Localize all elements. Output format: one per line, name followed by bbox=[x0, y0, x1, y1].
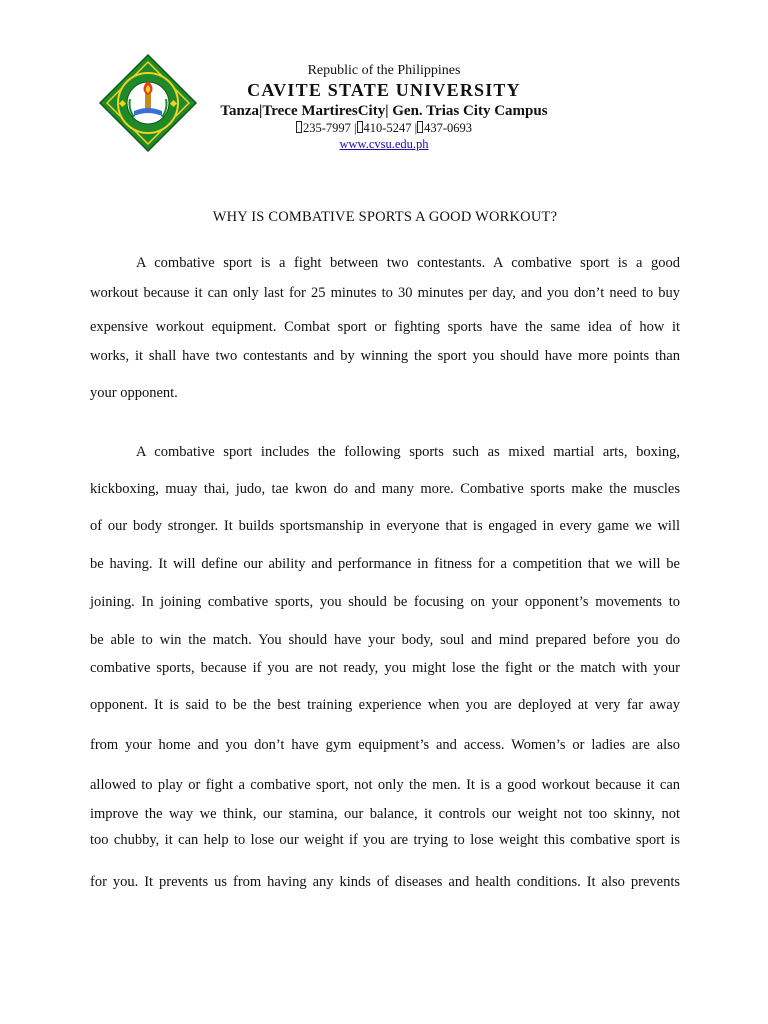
text-line: improve the way we think, our stamina, our balance, it controls our weight not too skinny, not bbox=[90, 806, 680, 822]
text-line: allowed to play or fight a combative sport, not only the men. It is a good workout because it can bbox=[90, 777, 680, 793]
text-line: opponent. It is said to be the best training experience when you are deployed at very far away bbox=[90, 697, 680, 713]
phone-number: 437-0693 bbox=[424, 121, 472, 135]
phone-icon bbox=[296, 121, 302, 133]
text-line: your opponent. bbox=[90, 385, 178, 401]
university-seal-icon bbox=[98, 53, 198, 153]
text-line: A combative sport is a fight between two contestants. A combative sport is a good bbox=[136, 255, 680, 271]
phone-icon bbox=[417, 121, 423, 133]
website-line bbox=[186, 137, 582, 152]
phone-icon bbox=[357, 121, 363, 133]
website-link[interactable]: www.cvsu.edu.ph bbox=[339, 137, 429, 151]
text-line: combative sports, because if you are not ready, you might lose the fight or the match with your bbox=[90, 660, 680, 676]
text-line: from your home and you don’t have gym equipment’s and access. Women’s or ladies are also bbox=[90, 737, 680, 753]
republic-line: Republic of the Philippines bbox=[307, 63, 461, 78]
phone-numbers bbox=[186, 121, 582, 136]
text-line: be having. It will define our ability and performance in fitness for a competition that we will be bbox=[90, 556, 680, 572]
university-name: CAVITE STATE UNIVERSITY bbox=[247, 80, 521, 100]
text-line: be able to win the match. You should have your body, soul and mind prepared before you do bbox=[90, 632, 680, 648]
text-line: for you. It prevents us from having any kinds of diseases and health conditions. It also prevents bbox=[90, 874, 680, 890]
text-line: kickboxing, muay thai, judo, tae kwon do and many more. Combative sports make the muscles bbox=[90, 481, 680, 497]
phone-number: 410-5247 | bbox=[363, 121, 418, 135]
text-line: workout because it can only last for 25 minutes to 30 minutes per day, and you don’t need to buy bbox=[90, 285, 680, 301]
phone-number: 235-7997 | bbox=[302, 121, 357, 135]
document-title: WHY IS COMBATIVE SPORTS A GOOD WORKOUT? bbox=[212, 209, 558, 225]
text-line: expensive workout equipment. Combat sport or fighting sports have the same idea of how it bbox=[90, 319, 680, 335]
campus-line: Tanza|Trece MartiresCity| Gen. Trias City Campus bbox=[220, 103, 548, 119]
text-line: of our body stronger. It builds sportsmanship in everyone that is engaged in every game we will bbox=[90, 518, 680, 534]
text-line: joining. In joining combative sports, you should be focusing on your opponent’s movements to bbox=[90, 594, 680, 610]
text-line: A combative sport includes the following sports such as mixed martial arts, boxing, bbox=[136, 444, 680, 460]
text-line: works, it shall have two contestants and by winning the sport you should have more points than bbox=[90, 348, 680, 364]
text-line: too chubby, it can help to lose our weight if you are trying to lose weight this combative sport is bbox=[90, 832, 680, 848]
